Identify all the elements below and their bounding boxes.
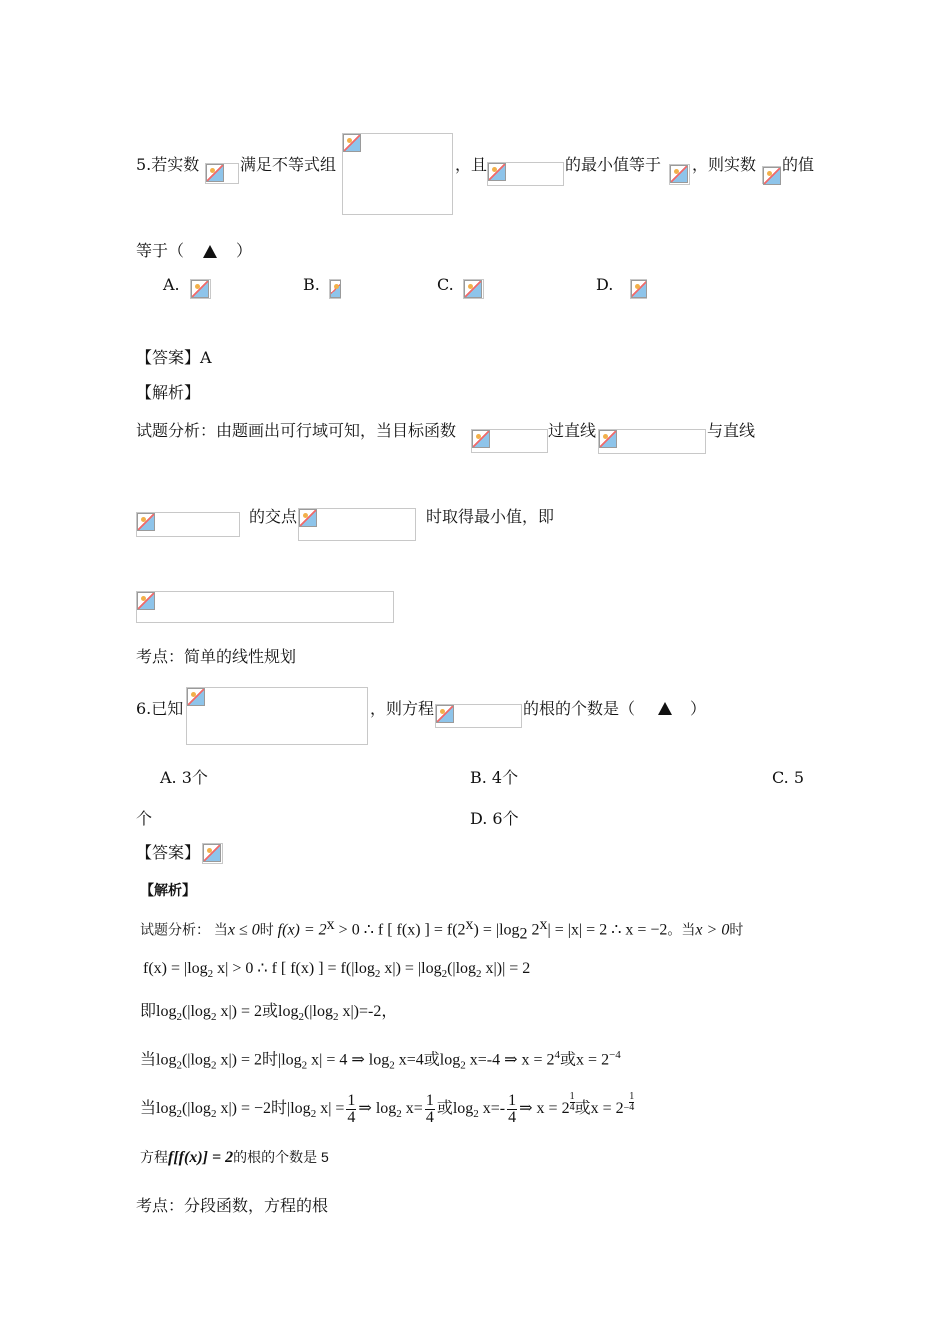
- q5-analysis-c: 与直线: [707, 421, 756, 440]
- q6-l1-prefix: 试题分析：: [140, 921, 210, 938]
- q5-analysis-e: 时取得最小值，即: [426, 507, 555, 526]
- broken-image-icon: [137, 592, 155, 610]
- q6-l4-c: x|) = 2: [216, 1051, 262, 1069]
- frac-num: 1: [629, 1091, 635, 1102]
- q6-l5-frac3: [507, 1093, 517, 1126]
- q6-l1-cond2: x > 0: [695, 921, 730, 939]
- q6-l3-f: x|)=-2，: [338, 1003, 398, 1020]
- q6-l3-b: (|log: [181, 1003, 211, 1020]
- q5-analysis-b: 过直线: [548, 421, 597, 440]
- q6-text-b: ，则方程: [370, 699, 435, 718]
- q6-option-b: B. 4个: [470, 768, 519, 787]
- broken-image-icon: [137, 513, 155, 531]
- q6-l6-d: 5: [320, 1149, 329, 1165]
- q6-l2-base4: 2: [476, 968, 482, 981]
- q6-l1-rest3: 2: [527, 921, 540, 939]
- q6-l5-j: ⇒ x = 2: [519, 1100, 570, 1117]
- q6-analysis-line6: [140, 1146, 329, 1169]
- frac-num: 1: [569, 1091, 575, 1102]
- broken-image-icon: [670, 165, 688, 183]
- broken-image-icon: [187, 688, 205, 706]
- broken-image-icon: [436, 705, 454, 723]
- q6-l3-or: 或: [262, 1003, 279, 1020]
- q5-line2-suffix: ）: [236, 241, 253, 260]
- q6-text-a: 6.已知: [136, 699, 184, 718]
- frac-den: 4: [347, 1108, 356, 1126]
- q6-l5-base4: 2: [396, 1108, 402, 1121]
- q5-inequality-image: [342, 133, 453, 215]
- q5-text-a: 5.若实数: [136, 155, 200, 174]
- q6-l6-b: f[f(x)] = 2: [168, 1149, 234, 1166]
- q6-l5-b: (|log: [181, 1100, 211, 1117]
- q6-l5-h: log: [452, 1100, 474, 1117]
- broken-image-icon: [299, 509, 317, 527]
- q6-l4-or2: 或: [560, 1051, 577, 1069]
- broken-image-icon: [464, 280, 482, 298]
- q5-analysis-image-3: [136, 512, 240, 537]
- q5-text-d: 的最小值等于: [565, 155, 662, 174]
- q5-option-a-label: A.: [163, 275, 180, 294]
- q5-option-b-label: B.: [303, 275, 320, 294]
- q6-l4-i: x = 2: [576, 1051, 610, 1069]
- q6-l1-rest2: ) = |log: [473, 921, 520, 939]
- q6-l4-a: 当log: [140, 1051, 177, 1069]
- broken-image-icon: [343, 134, 361, 152]
- q6-l3-base4: 2: [332, 1011, 339, 1024]
- frac-den: 4: [569, 1102, 575, 1113]
- q6-l2-e: x|)| = 2: [481, 960, 531, 977]
- q5-analysis-d: 的交点: [249, 507, 298, 526]
- q5-line2-prefix: 等于（: [136, 241, 185, 260]
- broken-image-icon: [472, 430, 490, 448]
- q5-option-c-image: [463, 279, 484, 299]
- q5-analysis-image-5: [136, 591, 394, 623]
- q6-l1-shi: 时: [259, 921, 274, 938]
- triangle-icon: [203, 245, 217, 258]
- q6-l4-or: 或: [423, 1051, 440, 1069]
- q6-l3-base3: 2: [298, 1011, 304, 1024]
- q6-equation-image: [435, 704, 522, 728]
- frac-den: 4: [425, 1108, 434, 1126]
- q6-l4-base2: 2: [210, 1059, 217, 1072]
- q6-l1-exp-c: x: [539, 916, 548, 933]
- q6-l4-base4: 2: [389, 1059, 395, 1072]
- q5-option-b-image: [329, 279, 341, 299]
- q6-l5-or: 或: [436, 1100, 453, 1117]
- q6-l5-base3: 2: [310, 1108, 317, 1121]
- q6-l6-c: 的根的个数是: [233, 1149, 318, 1165]
- q5-analysis-image-2: [598, 429, 706, 454]
- q5-option-d-label: D.: [596, 275, 614, 294]
- q5-option-a-image: [190, 279, 211, 299]
- q6-l4-base1: 2: [176, 1059, 182, 1072]
- q6-l3-d: log: [278, 1003, 299, 1020]
- q6-l4-b: (|log: [181, 1051, 211, 1069]
- q6-l1-exp: x: [326, 916, 335, 933]
- q6-analysis-line4: [140, 1044, 621, 1077]
- q5-kaodian: 考点：简单的线性规划: [136, 647, 297, 666]
- q6-l5-frac2: [425, 1093, 435, 1126]
- broken-image-icon: [763, 167, 781, 185]
- q6-l1-rest: > 0 ∴ f [ f(x) ] = f(2: [334, 921, 466, 939]
- q6-l5-shi: 时: [271, 1100, 288, 1117]
- q6-l3-a: 即log: [140, 1003, 177, 1020]
- q5-analysis-image-1: [471, 429, 548, 453]
- q5-text-c: ，且: [455, 155, 488, 174]
- q5-minvalue-image: [669, 164, 690, 185]
- q6-l2-base3: 2: [441, 968, 448, 981]
- q6-l6-a: 方程: [140, 1149, 168, 1165]
- q6-l2-d: (|log: [447, 960, 477, 977]
- q6-l4-f: x=4: [394, 1051, 424, 1069]
- q6-l1-mid: f(x) = 2: [277, 921, 327, 939]
- q6-l4-h: x=-4 ⇒ x = 2: [465, 1051, 555, 1069]
- q6-l5-a: 当log: [140, 1100, 177, 1117]
- q5-analysis-label: 【解析】: [136, 383, 201, 402]
- q6-l1-base: 2: [519, 925, 528, 943]
- q6-text-c: 的根的个数是（: [523, 699, 636, 718]
- q6-option-d: D. 6个: [470, 809, 519, 828]
- q6-l1-exp-b: x: [465, 916, 474, 933]
- q6-analysis-line3: [140, 1001, 397, 1028]
- q6-l3-base2: 2: [210, 1011, 217, 1024]
- broken-image-icon: [206, 164, 224, 182]
- q5-analysis-a: 试题分析：由题画出可行域可知，当目标函数: [136, 421, 457, 440]
- broken-image-icon: [488, 163, 506, 181]
- q6-analysis-label: 【解析】: [140, 882, 196, 898]
- q5-text-b: 满足不等式组: [240, 155, 337, 174]
- q6-analysis-line5: [140, 1092, 634, 1131]
- broken-image-icon: [330, 280, 341, 298]
- broken-image-icon: [203, 844, 221, 862]
- q5-var-image: [205, 163, 239, 184]
- q5-param-image: [762, 166, 781, 184]
- q6-text-d: ）: [690, 699, 707, 718]
- q6-l4-shi: 时: [262, 1051, 279, 1069]
- q5-option-c-label: C.: [437, 275, 454, 294]
- q6-analysis-line1: [140, 914, 743, 945]
- q6-l3-e: (|log: [303, 1003, 333, 1020]
- q5-objective-image: [487, 162, 564, 186]
- q5-option-d-image: [630, 279, 647, 299]
- q6-l5-base2: 2: [210, 1108, 217, 1121]
- q6-l3-c: x|) = 2: [216, 1003, 262, 1020]
- q6-kaodian: 考点：分段函数，方程的根: [136, 1196, 329, 1215]
- q6-l5-exp-frac2: [629, 1092, 634, 1113]
- frac-num: 1: [425, 1091, 434, 1109]
- q6-l5-neg: −: [623, 1103, 630, 1114]
- q6-l5-e: x| =: [316, 1100, 345, 1117]
- q6-l4-exp1: 4: [554, 1049, 561, 1061]
- q6-l2-a: f(x) = |log: [143, 960, 208, 977]
- q6-l1-end: 。当: [667, 921, 696, 938]
- q6-l4-base3: 2: [301, 1059, 308, 1072]
- q6-l5-c: x|) = −2: [216, 1100, 272, 1117]
- q6-l5-base1: 2: [176, 1108, 182, 1121]
- q6-l5-k: x = 2: [590, 1100, 624, 1117]
- q6-l5-f: ⇒ log: [358, 1100, 397, 1117]
- q6-l1-when: 当: [213, 921, 228, 938]
- broken-image-icon: [599, 430, 617, 448]
- frac-den: 4: [508, 1108, 517, 1126]
- q5-text-e: ，则实数: [692, 155, 757, 174]
- frac-num: 1: [347, 1091, 356, 1109]
- q5-analysis-image-4: [298, 508, 416, 541]
- q6-option-c-cont: 个: [136, 809, 153, 828]
- q6-l2-c: x|) = |log: [380, 960, 442, 977]
- q6-answer-image: [202, 843, 223, 864]
- q6-option-c: C. 5: [772, 768, 805, 787]
- q6-l5-base5: 2: [473, 1108, 479, 1121]
- q6-l1-cond: x ≤ 0: [227, 921, 260, 939]
- q6-option-a: A. 3个: [160, 768, 208, 787]
- q6-l5-g: x=: [401, 1100, 423, 1117]
- q6-l4-d: |log: [278, 1051, 302, 1069]
- q6-l2-b: x| > 0 ∴ f [ f(x) ] = f(|log: [213, 960, 375, 977]
- q6-l4-base5: 2: [460, 1059, 466, 1072]
- broken-image-icon: [191, 280, 209, 298]
- q6-l1-rest4: | = |x| = 2 ∴ x = −2: [547, 921, 668, 939]
- q5-answer: 【答案】A: [136, 348, 212, 367]
- q6-l4-e: x| = 4 ⇒ log: [307, 1051, 390, 1069]
- q6-l2-base1: 2: [207, 968, 214, 981]
- triangle-icon: [658, 702, 672, 715]
- q6-l1-shi2: 时: [729, 921, 744, 938]
- q6-l5-frac1: [346, 1093, 356, 1126]
- frac-num: 1: [508, 1091, 517, 1109]
- q6-l3-base1: 2: [176, 1011, 182, 1024]
- q6-analysis-line2: [143, 958, 530, 985]
- q6-function-image: [186, 687, 368, 745]
- q6-answer-label: 【答案】: [136, 843, 201, 862]
- q6-l2-base2: 2: [374, 968, 381, 981]
- q6-l5-d: |log: [287, 1100, 311, 1117]
- q6-l4-exp2: −4: [609, 1049, 621, 1061]
- q6-l5-or2: 或: [574, 1100, 591, 1117]
- broken-image-icon: [631, 280, 647, 298]
- q5-text-f: 的值: [782, 155, 815, 174]
- q6-l5-i: x=-: [478, 1100, 506, 1117]
- q6-l4-g: log: [439, 1051, 461, 1069]
- frac-den: 4: [629, 1102, 635, 1113]
